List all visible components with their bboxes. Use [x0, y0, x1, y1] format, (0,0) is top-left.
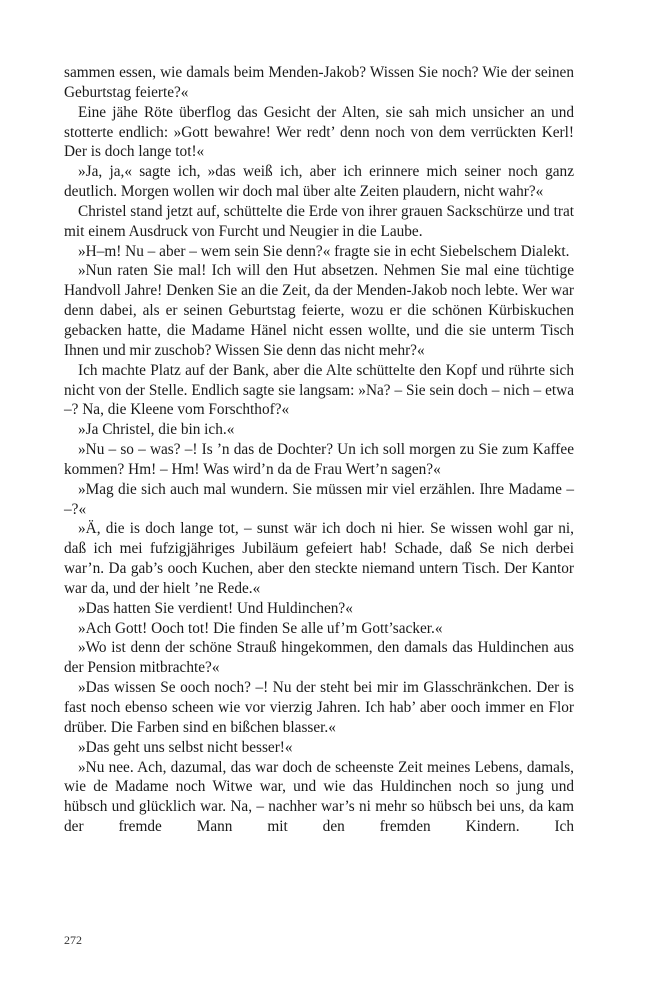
paragraph: »Ä, die is doch lange tot, – sunst wär ich doch ni hier. Se wissen wohl gar ni, daß ich mei fufzigjähriges Jubiläum gefeiert hab! Schade, daß Se nich derbei war’n. Da gab’s ooch Kuchen, aber den steckte niemand untern Tisch. Der Kantor war da, und der hielt ’ne Rede.«: [64, 520, 574, 597]
paragraph: »Das hatten Sie verdient! Und Huldinchen?«: [78, 599, 353, 617]
paragraph: »Ja Christel, die bin ich.«: [78, 421, 235, 439]
paragraph: Christel stand jetzt auf, schüttelte die Erde von ihrer grauen Sackschürze und trat mit einem Ausdruck von Furcht und Neugier in die Laube.: [64, 202, 574, 240]
paragraph: »Das geht uns selbst nicht besser!«: [78, 738, 293, 756]
paragraph: »Mag die sich auch mal wundern. Sie müssen mir viel erzählen. Ihre Madame – –?«: [64, 480, 574, 518]
paragraph: Eine jähe Röte überflog das Gesicht der Alten, sie sah mich unsicher an und stotterte endlich: »Gott bewahre! Wer redt’ denn noch von dem verrückten Kerl! Der is doch lange tot!«: [64, 103, 574, 161]
paragraph: sammen essen, wie damals beim Menden-Jakob? Wissen Sie noch? Wie der seinen Geburtstag feierte?«: [64, 64, 574, 101]
paragraph: »H–m! Nu – aber – wem sein Sie denn?« fragte sie in echt Siebelschem Dialekt.: [78, 242, 570, 260]
paragraph: »Nun raten Sie mal! Ich will den Hut absetzen. Nehmen Sie mal eine tüchtige Handvoll Jahre! Denken Sie an die Zeit, da der Menden-Jakob noch lebte. Wer war denn dabei, als er seinen Geburtstag feierte, wozu er die schönen Kürbiskuchen gebacken hatte, die Madame Hänel nicht essen wollte, und die sie unterm Tisch Ihnen und mir zuschob? Wissen Sie denn das nicht mehr?«: [64, 262, 574, 359]
page-number: 272: [64, 933, 82, 947]
paragraph: »Ach Gott! Ooch tot! Die finden Se alle uf’m Gott’sacker.«: [78, 619, 443, 637]
paragraph: »Wo ist denn der schöne Strauß hingekommen, den damals das Huldinchen aus der Pension mitbrachte?«: [64, 639, 574, 677]
paragraph: Ich machte Platz auf der Bank, aber die Alte schüttelte den Kopf und rührte sich nicht von der Stelle. Endlich sagte sie langsam: »Na? – Sie sein doch – nich – etwa –? Na, die Kleene vom Forschthof?«: [64, 361, 574, 419]
body-text: [64, 63, 574, 837]
paragraph: »Das wissen Se ooch noch? –! Nu der steht bei mir im Glasschränkchen. Der is fast noch ebenso scheen wie vor vierzig Jahren. Ich hab’ aber ooch immer en Flor drüber. Die Farben sind en bißchen blasser.«: [64, 679, 574, 736]
paragraph: »Nu nee. Ach, dazumal, das war doch de scheenste Zeit meines Lebens, damals, wie de Madame noch Witwe war, und wie das Huldinchen noch so jung und hübsch und glücklich war. Na, – nachher war’s ni mehr so hübsch bei uns, da kam der fremde Mann mit den fremden Kindern. Ich: [64, 758, 574, 836]
paragraph: »Ja, ja,« sagte ich, »das weiß ich, aber ich erinnere mich seiner noch ganz deutlich. Morgen wollen wir doch mal über alte Zeiten plaudern, nicht wahr?«: [64, 163, 574, 201]
paragraph: »Nu – so – was? –! Is ’n das de Dochter? Un ich soll morgen zu Sie zum Kaffee kommen? Hm! – Hm! Was wird’n da de Frau Wert’n sagen?«: [64, 441, 574, 478]
